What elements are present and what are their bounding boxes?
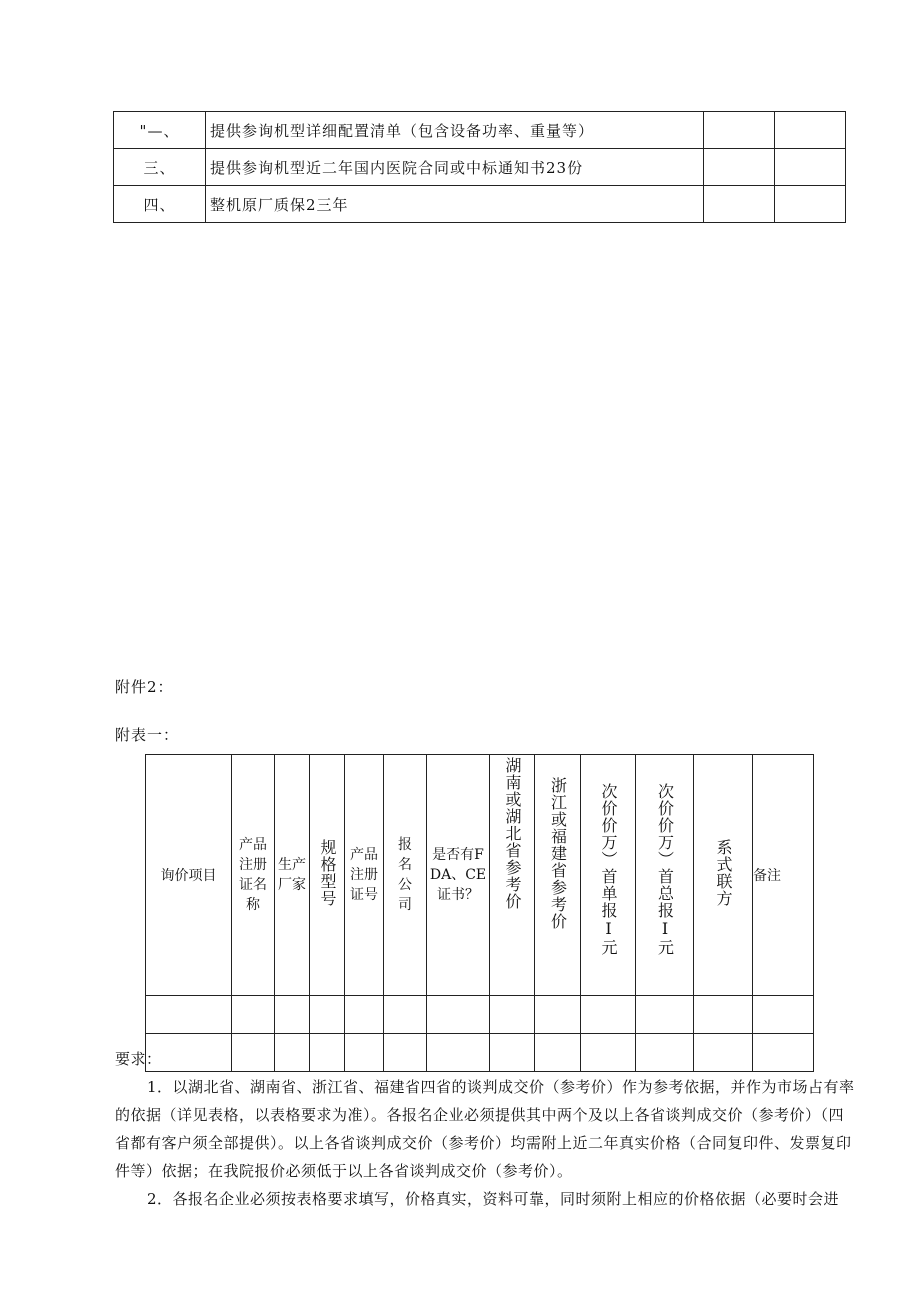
empty-cell (232, 996, 275, 1034)
attachment-label: 附件2： (115, 678, 174, 696)
empty-cell (345, 996, 384, 1034)
empty-cell (753, 996, 814, 1034)
empty-cell (704, 149, 775, 186)
requirement-item: 2．各报名企业必须按表格要求填写，价格真实，资料可靠，同时须附上相应的价格依据（必要时会进 (147, 1190, 840, 1208)
header-contact: 系式联方 (694, 755, 753, 996)
row-number: 四、 (114, 186, 206, 223)
empty-cell (310, 996, 345, 1034)
empty-cell (581, 996, 636, 1034)
header-registration-name: 产品注册证名称 (232, 755, 275, 996)
inquiry-table (145, 754, 814, 1072)
header-zhejiang-fujian-price: 浙江或福建省参考价 (535, 755, 581, 996)
header-inquiry-item: 询价项目 (146, 755, 232, 996)
table-label: 附表一： (115, 726, 180, 744)
table-row (114, 149, 846, 186)
table-header-row (146, 755, 814, 996)
table-row (146, 996, 814, 1034)
header-remarks: 备注 (753, 755, 814, 996)
empty-cell (775, 186, 846, 223)
empty-cell (636, 996, 694, 1034)
row-text: 整机原厂质保2三年 (206, 186, 704, 223)
table-row (114, 186, 846, 223)
header-registration-number: 产品注册证号 (345, 755, 384, 996)
header-hunan-hubei-price: 湖南或湖北省参考价 (490, 755, 535, 996)
empty-cell (427, 996, 490, 1034)
empty-cell (694, 996, 753, 1034)
row-number: "—、 (114, 112, 206, 149)
requirements-table (113, 111, 846, 223)
header-manufacturer: 生产厂家 (275, 755, 310, 996)
empty-cell (535, 996, 581, 1034)
empty-cell (490, 996, 535, 1034)
empty-cell (275, 996, 310, 1034)
requirements-title: 要求： (115, 1050, 162, 1068)
empty-cell (146, 996, 232, 1034)
row-text: 提供参询机型近二年国内医院合同或中标通知书23份 (206, 149, 704, 186)
header-unit-price: 次价价万）首单报I元 (581, 755, 636, 996)
header-company: 报名公司 (384, 755, 427, 996)
header-spec-model: 规格型号 (310, 755, 345, 996)
row-number: 三、 (114, 149, 206, 186)
empty-cell (704, 186, 775, 223)
empty-cell (775, 112, 846, 149)
empty-cell (704, 112, 775, 149)
row-text: 提供参询机型详细配置清单（包含设备功率、重量等） (206, 112, 704, 149)
requirements-section (115, 1045, 855, 1213)
table-row (114, 112, 846, 149)
empty-cell (384, 996, 427, 1034)
empty-cell (775, 149, 846, 186)
header-total-price: 次价价万）首总报I元 (636, 755, 694, 996)
requirement-item: 1．以湖北省、湖南省、浙江省、福建省四省的谈判成交价（参考价）作为参考依据，并作为市场占有率的依据（详见表格，以表格要求为准）。各报名企业必须提供其中两个及以上各省谈判成交价（参考价）（四省都有客户须全部提供）。以上各省谈判成交价（参考价）均需附上近二年真实价格（合同复印件、发票复印件等）依据；在我院报价必须低于以上各省谈判成交价（参考价）。 (115, 1078, 855, 1180)
header-certificate: 是否有FDA、CE证书？ (427, 755, 490, 996)
